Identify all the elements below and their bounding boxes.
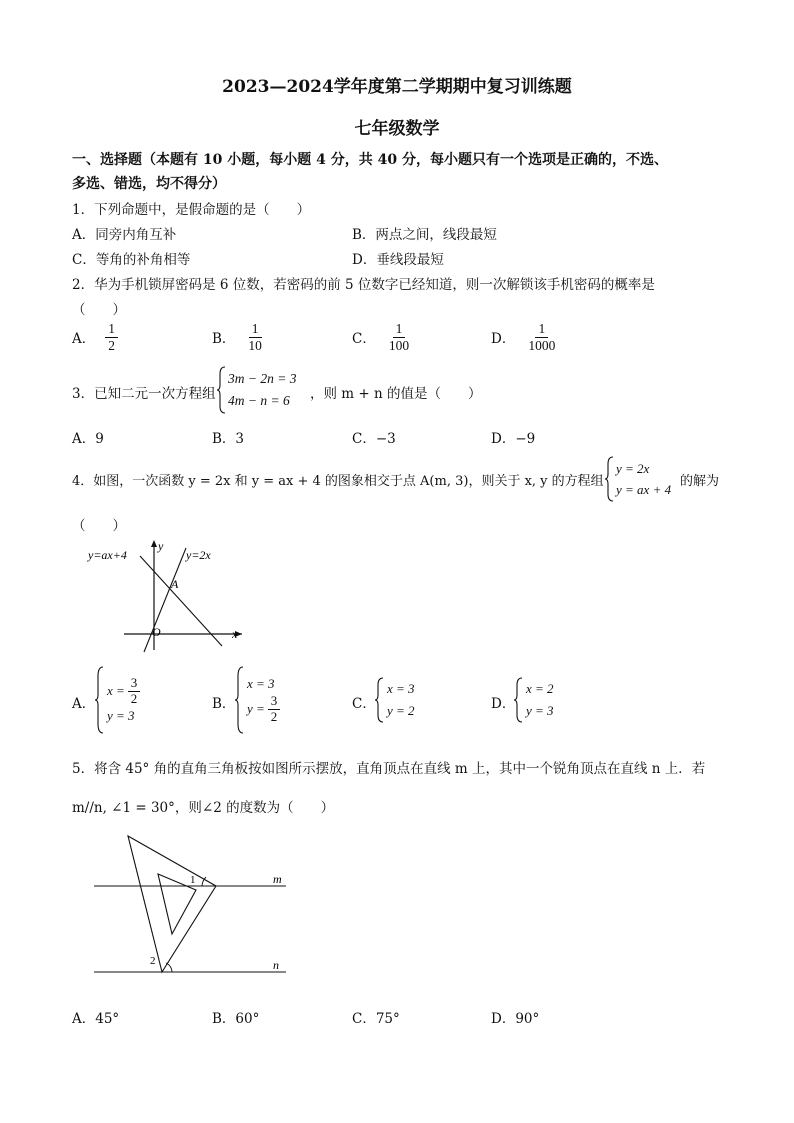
q5-option-d: D．90° [491,1011,540,1027]
label-line2: y=2x [186,548,211,562]
q4-brace [604,456,614,502]
q4-b-brace [234,666,244,734]
q4-b-y-den: 2 [270,708,278,724]
q2-d-fraction [525,321,558,353]
q4-stem: 4．如图，一次函数 y = 2x 和 y = ax + 4 的图象相交于点 A(m, 3)，则关于 x, y 的方程组 [72,474,604,489]
q5-stem-line2: m//n, ∠1 = 30°，则∠2 的度数为（ ） [72,800,335,816]
q2-b-label: B． [212,331,236,348]
q2-stem: 2．华为手机锁屏密码是 6 位数，若密码的前 5 位数字已经知道，则一次解锁该手机密码的概率是 [72,277,655,293]
q3-stem-pre: 3．已知二元一次方程组 [72,386,216,402]
q4-eq2: y = ax + 4 [616,482,672,497]
q3-equation-system [216,366,296,414]
q4-b-row-y [247,694,280,725]
q4-paren: （ ） [72,518,126,534]
q4-option-b [234,666,280,734]
q4-option-c [374,677,415,723]
q2-c-den: 100 [388,337,410,353]
q4-a-brace [94,666,104,734]
q2-d-label: D． [491,331,516,348]
q2-d-num: 1 [535,321,548,338]
q4-option-d [513,677,554,723]
q4-eq1: y = 2x [616,461,650,476]
q4-option-b-label: B． [212,696,236,712]
q4-c-x: x = 3 [387,681,415,696]
q4-d-y: y = 3 [526,703,554,718]
q4-c-brace [374,677,384,723]
q4-equation-system [604,456,671,502]
q5-stem-line1: 5．将含 45° 角的直角三角板按如图所示摆放，直角顶点在直线 m 上，其中一个锐角顶点在直线 n 上．若 [72,761,706,777]
q4-d-x: x = 2 [526,681,554,696]
q3-option-d: D．−9 [491,431,536,447]
q2-b-fraction [245,321,265,353]
q4-c-y: y = 2 [387,703,415,718]
q3-option-c: C．−3 [352,431,396,447]
q4-graph-figure [82,536,252,656]
section-heading: 一、选择题（本题有 10 小题，每小题 4 分，共 40 分，每小题只有一个选项是正确的，不选、 [72,152,668,168]
q5-option-b: B．60° [212,1011,260,1027]
label-point-a: A [171,577,179,591]
page-title: 2023—2024学年度第二学期期中复习训练题 [222,77,572,97]
q4-b-y: y = [247,701,265,716]
q4-d-brace [513,677,523,723]
q4-b-y-fraction [268,694,281,725]
q2-option-a [72,321,118,353]
q2-c-label: C． [352,331,376,348]
label-x: x [232,627,238,641]
q2-option-d [491,321,558,353]
page-subtitle: 七年级数学 [354,119,440,139]
q4-a-row-x [107,676,140,707]
q4-option-a [94,666,140,734]
q4-b-x: x = 3 [247,675,275,691]
q2-option-b [212,321,265,353]
q1-option-d: D．垂线段最短 [352,252,444,268]
q2-a-fraction [105,321,118,353]
q1-option-a: A．同旁内角互补 [72,227,177,243]
q5-option-a: A．45° [72,1011,120,1027]
q3-option-a: A．9 [72,431,104,447]
q3-brace [216,366,226,414]
q2-c-num: 1 [393,321,406,338]
y-axis-arrow [151,540,157,547]
q1-option-c: C．等角的补角相等 [72,252,191,268]
q3-stem-post: ，则 m + n 的值是（ ） [310,386,482,402]
q4-a-x-den: 2 [130,690,138,706]
q2-a-label: A． [72,331,96,348]
q3-eq2: 4m − n = 6 [228,393,290,408]
q5-triangle-figure [90,830,300,980]
q2-paren: （ ） [72,302,126,318]
q2-b-den: 10 [248,337,262,353]
section-heading-cont: 多选、错选，均不得分） [72,176,226,192]
q4-option-a-label: A． [72,696,96,712]
q2-option-c [352,321,412,353]
q3-eq1: 3m − 2n = 3 [228,371,297,386]
q4-a-y: y = 3 [107,708,135,724]
set-square-outer [128,836,216,972]
q2-b-num: 1 [249,321,262,338]
q2-c-fraction [386,321,412,353]
q2-a-den: 2 [108,337,115,353]
q3-option-b: B．3 [212,431,245,447]
q4-a-x-fraction [128,676,141,707]
q4-option-c-label: C． [352,696,376,712]
q5-option-c: C．75° [352,1011,400,1027]
q4-stem-post: 的解为 [680,474,720,489]
label-origin: O [152,625,161,639]
label-n: n [273,958,279,972]
q4-a-x: x = [107,683,125,698]
label-angle2: 2 [150,955,156,967]
q4-option-d-label: D． [491,696,516,712]
label-y: y [158,539,164,553]
q2-d-den: 1000 [528,337,556,353]
q4-b-y-num: 3 [268,694,281,710]
q4-a-x-num: 3 [128,676,141,692]
label-line1: y=ax+4 [88,548,127,562]
q2-a-num: 1 [105,321,118,338]
label-m: m [273,872,282,886]
q1-option-b: B．两点之间，线段最短 [352,227,497,243]
q1-stem: 1．下列命题中，是假命题的是（ ） [72,202,311,218]
label-angle1: 1 [190,874,196,886]
